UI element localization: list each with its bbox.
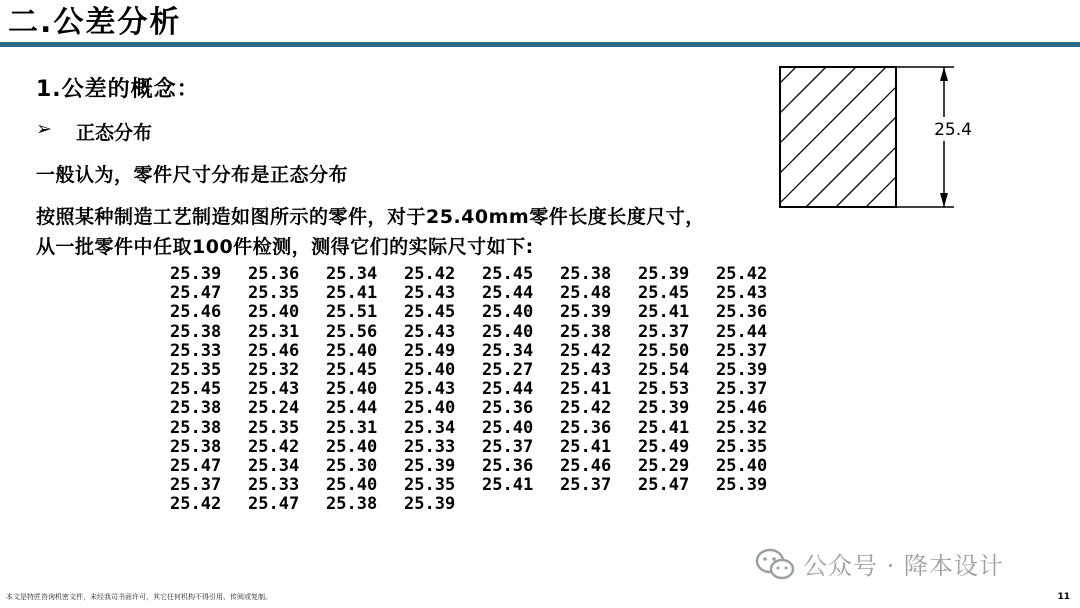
measurement-cell: 25.39: [638, 264, 690, 284]
measurement-cell: 25.40: [326, 340, 378, 361]
measurement-cell: 25.31: [326, 417, 378, 438]
table-row: [170, 438, 794, 457]
measurement-cell: 25.38: [170, 321, 222, 342]
measurement-cell: 25.34: [404, 417, 456, 438]
measurement-cell: 25.43: [560, 359, 612, 380]
measurement-cell: 25.35: [248, 283, 300, 304]
measurement-cell: 25.40: [404, 359, 456, 380]
measurement-cell: 25.39: [560, 302, 612, 323]
measurement-cell: 25.53: [638, 379, 690, 400]
measurement-cell: 25.36: [482, 455, 534, 476]
measurement-cell: 25.43: [404, 379, 456, 400]
measurement-cell: 25.47: [248, 494, 300, 515]
measurement-cell: 25.35: [248, 417, 300, 438]
measurement-cell: 25.40: [326, 379, 378, 400]
measurement-cell: 25.36: [716, 302, 768, 323]
measurement-cell: 25.42: [716, 264, 768, 284]
table-row: [170, 419, 794, 438]
measurement-cell: 25.35: [716, 436, 768, 457]
measurement-cell: 25.43: [716, 283, 768, 304]
bullet-item: [36, 118, 152, 145]
measurement-cell: 25.35: [170, 359, 222, 380]
measurement-cell: 25.38: [560, 264, 612, 284]
measurement-cell: 25.47: [638, 475, 690, 496]
dimension-label: 25.4: [934, 120, 972, 140]
measurement-cell: 25.44: [326, 398, 378, 419]
measurement-cell: 25.44: [482, 283, 534, 304]
measurement-cell: 25.54: [638, 359, 690, 380]
section-title: 1.公差的概念：: [36, 77, 200, 102]
table-row: [170, 495, 794, 514]
measurement-cell: 25.41: [638, 417, 690, 438]
measurement-cell: 25.34: [326, 264, 378, 284]
arrow-up-icon: [940, 67, 948, 81]
measurement-cell: 25.45: [404, 302, 456, 323]
measurement-cell: 25.46: [170, 302, 222, 323]
measurement-cell: 25.46: [560, 455, 612, 476]
measurement-cell: 25.34: [482, 340, 534, 361]
measurement-cell: 25.41: [560, 379, 612, 400]
table-row: [170, 342, 794, 361]
measurement-table: [170, 265, 794, 514]
measurement-cell: 25.37: [170, 475, 222, 496]
measurement-cell: 25.42: [170, 494, 222, 515]
measurement-cell: 25.40: [404, 398, 456, 419]
measurement-cell: 25.41: [482, 475, 534, 496]
measurement-cell: 25.41: [638, 302, 690, 323]
measurement-cell: 25.40: [482, 321, 534, 342]
arrow-bullet-icon: ➢: [36, 118, 52, 140]
measurement-cell: 25.38: [326, 494, 378, 515]
measurement-cell: 25.39: [404, 494, 456, 515]
measurement-cell: 25.31: [248, 321, 300, 342]
table-row: [170, 265, 794, 284]
measurement-cell: 25.40: [482, 302, 534, 323]
measurement-cell: 25.39: [638, 398, 690, 419]
measurement-cell: 25.39: [404, 455, 456, 476]
table-row: [170, 399, 794, 418]
measurement-cell: 25.33: [170, 340, 222, 361]
measurement-cell: 25.45: [170, 379, 222, 400]
table-row: [170, 476, 794, 495]
body-line-2: 按照某种制造工艺制造如图所示的零件，对于25.40mm零件长度长度尺寸，: [36, 206, 705, 228]
measurement-cell: 25.46: [248, 340, 300, 361]
measurement-cell: 25.49: [638, 436, 690, 457]
part-drawing: [778, 65, 978, 210]
measurement-cell: 25.36: [248, 264, 300, 284]
measurement-cell: 25.40: [326, 475, 378, 496]
measurement-cell: 25.30: [326, 455, 378, 476]
watermark: [755, 546, 1004, 581]
measurement-cell: 25.38: [170, 436, 222, 457]
measurement-cell: 25.44: [716, 321, 768, 342]
table-row: [170, 323, 794, 342]
wechat-icon: [755, 547, 795, 581]
page-number: 11: [1057, 592, 1070, 602]
body-line-1: 一般认为，零件尺寸分布是正态分布: [36, 164, 349, 186]
measurement-cell: 25.37: [716, 340, 768, 361]
table-row: [170, 361, 794, 380]
measurement-cell: 25.47: [170, 455, 222, 476]
measurement-cell: 25.27: [482, 359, 534, 380]
measurement-cell: 25.40: [326, 436, 378, 457]
measurement-cell: 25.38: [560, 321, 612, 342]
body-line-3: 从一批零件中任取100件检测，测得它们的实际尺寸如下:: [36, 236, 534, 258]
measurement-cell: 25.35: [404, 475, 456, 496]
measurement-cell: 25.44: [482, 379, 534, 400]
measurement-cell: 25.50: [638, 340, 690, 361]
measurement-cell: 25.39: [170, 264, 222, 284]
measurement-cell: 25.37: [560, 475, 612, 496]
measurement-cell: 25.45: [638, 283, 690, 304]
measurement-cell: 25.36: [560, 417, 612, 438]
table-row: [170, 457, 794, 476]
measurement-cell: 25.33: [248, 475, 300, 496]
measurement-cell: 25.24: [248, 398, 300, 419]
measurement-cell: 25.39: [716, 475, 768, 496]
arrow-down-icon: [940, 193, 948, 207]
measurement-cell: 25.48: [560, 283, 612, 304]
table-row: [170, 284, 794, 303]
measurement-cell: 25.36: [482, 398, 534, 419]
measurement-cell: 25.41: [560, 436, 612, 457]
measurement-cell: 25.41: [326, 283, 378, 304]
measurement-cell: 25.40: [248, 302, 300, 323]
measurement-cell: 25.42: [248, 436, 300, 457]
measurement-cell: 25.32: [248, 359, 300, 380]
measurement-cell: 25.56: [326, 321, 378, 342]
measurement-cell: 25.51: [326, 302, 378, 323]
measurement-cell: 25.32: [716, 417, 768, 438]
measurement-cell: 25.43: [404, 283, 456, 304]
measurement-cell: 25.45: [482, 264, 534, 284]
measurement-cell: 25.42: [560, 398, 612, 419]
measurement-cell: 25.34: [248, 455, 300, 476]
measurement-cell: 25.42: [404, 264, 456, 284]
slide-title: 二.公差分析: [8, 5, 182, 40]
measurement-cell: 25.49: [404, 340, 456, 361]
measurement-cell: 25.37: [482, 436, 534, 457]
measurement-cell: 25.33: [404, 436, 456, 457]
title-divider: [0, 42, 1080, 47]
measurement-cell: 25.46: [716, 398, 768, 419]
measurement-cell: 25.45: [326, 359, 378, 380]
measurement-cell: 25.29: [638, 455, 690, 476]
watermark-text: 公众号 · 降本设计: [803, 552, 1004, 580]
measurement-cell: 25.43: [248, 379, 300, 400]
measurement-cell: 25.40: [482, 417, 534, 438]
measurement-cell: 25.40: [716, 455, 768, 476]
table-row: [170, 303, 794, 322]
bullet-text: 正态分布: [76, 122, 153, 144]
measurement-cell: 25.38: [170, 417, 222, 438]
measurement-cell: 25.38: [170, 398, 222, 419]
measurement-cell: 25.42: [560, 340, 612, 361]
measurement-cell: 25.47: [170, 283, 222, 304]
measurement-cell: 25.37: [638, 321, 690, 342]
footer-confidential-note: 本文是特匠咨询机密文件，未经我司书面许可，其它任何机构不得引用、传阅或复制。: [6, 593, 272, 601]
table-row: [170, 380, 794, 399]
measurement-cell: 25.39: [716, 359, 768, 380]
measurement-cell: 25.43: [404, 321, 456, 342]
measurement-cell: 25.37: [716, 379, 768, 400]
